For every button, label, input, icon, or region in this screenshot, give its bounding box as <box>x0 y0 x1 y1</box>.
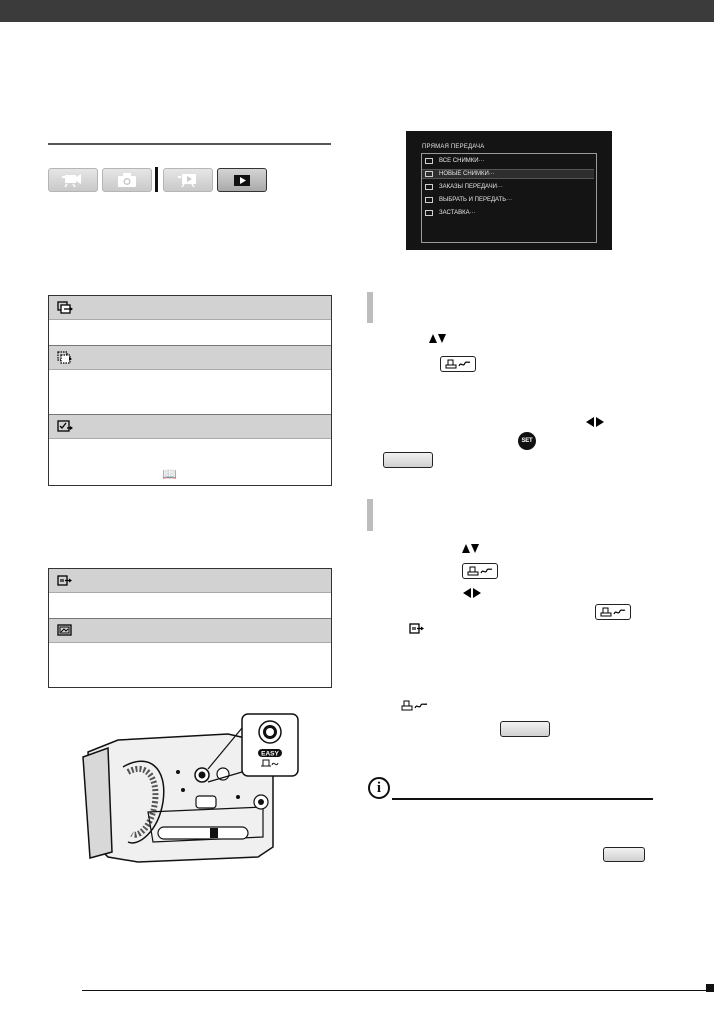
select-transfer-icon <box>409 622 425 635</box>
easy-label: EASY <box>261 750 279 758</box>
step-marker-1 <box>367 292 373 323</box>
transfer-orders-icon <box>425 184 433 190</box>
photo-record-mode[interactable] <box>102 168 152 192</box>
lcd-menu-item-wallpaper[interactable] <box>425 208 476 218</box>
still-camera-icon <box>116 172 138 188</box>
print-share-button-icon <box>595 604 631 620</box>
movie-camera-icon <box>61 172 85 188</box>
camcorder-illustration <box>78 712 300 878</box>
table-row-body <box>49 642 331 687</box>
print-share-button-icon <box>462 563 498 579</box>
wallpaper-icon <box>57 624 73 637</box>
lcd-menu-item-all[interactable] <box>425 156 485 166</box>
table-row-body <box>49 438 331 483</box>
new-images-icon <box>425 171 433 177</box>
left-right-arrows-icon <box>463 588 481 598</box>
lcd-menu-item-label: НОВЫЕ СНИМКИ··· <box>439 171 495 177</box>
new-images-icon <box>57 351 73 364</box>
options-table-2 <box>48 568 332 688</box>
movie-record-mode[interactable] <box>48 168 98 192</box>
movie-playback-mode[interactable] <box>163 168 213 192</box>
photo-playback-mode[interactable] <box>217 168 267 192</box>
photo-playback-icon <box>231 172 253 188</box>
button-icon <box>383 452 433 468</box>
button-icon <box>500 721 550 737</box>
table-row-body <box>49 592 331 618</box>
info-icon: i <box>368 777 390 799</box>
movie-playback-icon <box>176 172 200 188</box>
print-share-button-icon <box>440 356 476 372</box>
all-images-icon <box>425 158 433 164</box>
table-row <box>49 569 331 592</box>
transfer-orders-icon <box>57 420 73 433</box>
notes-rule <box>392 798 653 800</box>
up-down-arrows-icon <box>429 334 446 343</box>
lcd-menu-item-new[interactable] <box>422 169 594 179</box>
table-row <box>49 296 331 319</box>
select-transfer-icon <box>425 197 433 203</box>
table-row-body <box>49 369 331 414</box>
table-row <box>49 414 331 438</box>
page-reference-icon: 📖 <box>162 467 177 481</box>
table-row <box>49 345 331 369</box>
lcd-screen <box>406 131 612 250</box>
all-images-icon <box>57 301 73 314</box>
lcd-menu-item-label: ВСЕ СНИМКИ··· <box>439 158 485 164</box>
header-bar <box>0 0 714 22</box>
options-table-1 <box>48 295 332 486</box>
lcd-menu-item-label: ВЫБРАТЬ И ПЕРЕДАТЬ··· <box>439 197 513 203</box>
lcd-menu-item-orders[interactable] <box>425 182 503 192</box>
lcd-menu-item-select[interactable] <box>425 195 512 205</box>
lcd-menu-title: ПРЯМАЯ ПЕРЕДАЧА <box>422 144 485 150</box>
up-down-arrows-icon <box>462 544 479 553</box>
print-share-icon <box>400 700 430 712</box>
select-transfer-icon <box>57 574 73 587</box>
button-icon <box>603 847 645 862</box>
set-button-icon: SET <box>518 432 536 450</box>
table-row <box>49 618 331 642</box>
step-marker-2 <box>367 499 373 531</box>
section-rule <box>48 143 331 145</box>
lcd-menu-item-label: ЗАКАЗЫ ПЕРЕДАЧИ··· <box>439 184 503 190</box>
mode-separator <box>155 167 158 192</box>
table-row-body <box>49 319 331 345</box>
footer-mark <box>706 984 714 992</box>
lcd-menu-item-label: ЗАСТАВКА··· <box>439 210 476 216</box>
footer-rule <box>82 990 714 991</box>
left-right-arrows-icon <box>586 417 604 427</box>
wallpaper-icon <box>425 210 433 216</box>
